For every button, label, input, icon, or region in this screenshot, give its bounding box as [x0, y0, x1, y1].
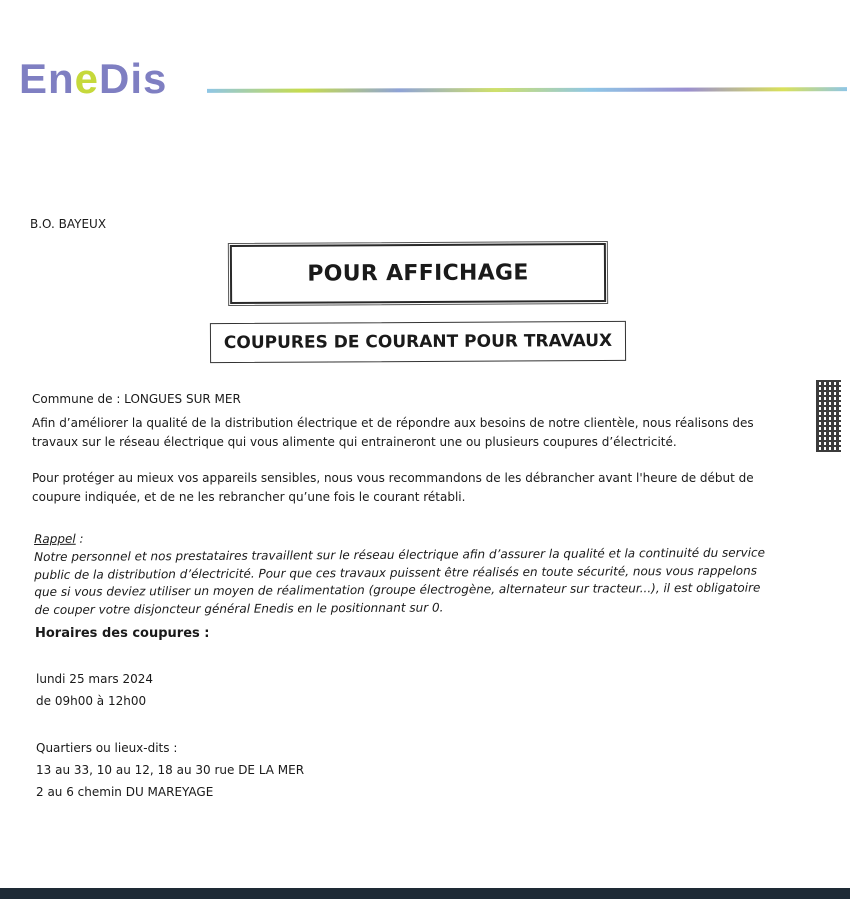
- reminder-label-suffix: :: [75, 531, 84, 546]
- place-item: 2 au 6 chemin DU MAREYAGE: [36, 785, 214, 800]
- schedule-block: [36, 668, 153, 712]
- outage-time: de 09h00 à 12h00: [36, 694, 147, 709]
- qr-code: [816, 380, 841, 452]
- outage-date: lundi 25 mars 2024: [36, 672, 153, 686]
- reminder-text: Notre personnel et nos prestataires travaillent sur le réseau électrique afin d’assurer la qualité et la continuité du service public de la distribution d’électricité. Pour que ces travaux puissent être réalisés en toute sécurité, nous vous rappelons que si vous deviez utiliser un moyen de réalimentation (groupe électrogène, alternateur sur tracteur...), il est obligatoire de couper votre disjoncteur général Enedis en le positionnant sur 0.: [34, 545, 766, 617]
- enedis-logo: EneDis: [19, 55, 168, 102]
- reminder-block: [34, 526, 775, 619]
- commune-line: Commune de : LONGUES SUR MER: [32, 392, 241, 406]
- places-heading: Quartiers ou lieux-dits :: [36, 741, 178, 755]
- intro-paragraph: Afin d’améliorer la qualité de la distribution électrique et de répondre aux besoins de notre clientèle, nous réalisons des travaux sur le réseau électrique qui vous alimente qui entraineront une ou plusieurs coupures d’électricité.: [32, 416, 754, 450]
- office-name: B.O. BAYEUX: [30, 217, 107, 231]
- advice-paragraph: Pour protéger au mieux vos appareils sensibles, nous vous recommandons de les débrancher avant l'heure de début de coupure indiquée, et de ne les rebrancher qu’une fois le courant rétabli.: [32, 471, 754, 505]
- hours-heading: Horaires des coupures :: [35, 626, 210, 641]
- place-item: 13 au 33, 10 au 12, 18 au 30 rue DE LA MER: [36, 763, 305, 778]
- reminder-label: Rappel: [34, 531, 76, 546]
- bottom-bar: [0, 888, 850, 899]
- notice-subtitle: COUPURES DE COURANT POUR TRAVAUX: [210, 321, 626, 363]
- notice-title: POUR AFFICHAGE: [230, 243, 606, 304]
- places-block: [36, 737, 304, 804]
- header-divider: [207, 87, 847, 93]
